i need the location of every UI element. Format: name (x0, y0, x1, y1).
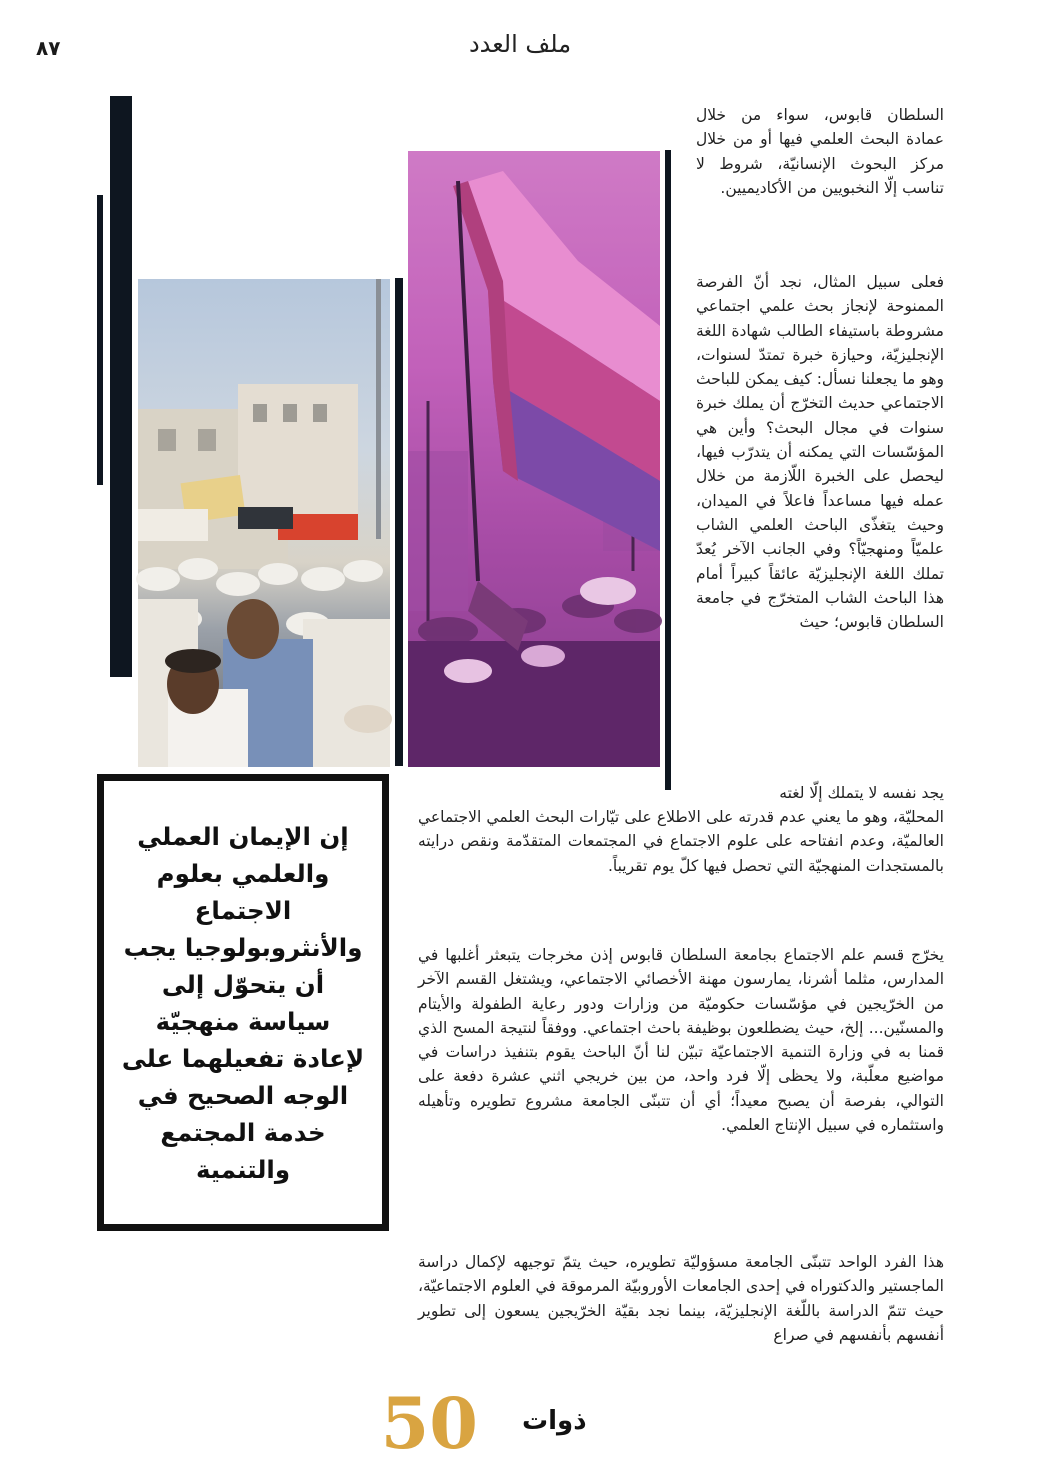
article-paragraph: هذا الفرد الواحد تتبنّى الجامعة مسؤوليّة تطويره، حيث يتمّ توجيهه لإكمال دراسة الماجستير والدكتوراه في إحدى الجامعات الأوروبيّة المرموقة في العلوم الاجتماعيّة، حيث تتمّ الدراسة باللّغة الإنجليزيّة، بينما نجد بقيّة الخرّيجين يسعون إلى تطوير أنفسهم بأنفسهم في صراع (418, 1253, 944, 1344)
pull-quote-text: إن الإيمان العملي والعلمي بعلوم الاجتماع والأنثروبولوجيا يجب أن يتحوّل إلى سياسة منهجيّة لإعادة تفعيلهما على الوجه الصحيح في خدمة المجتمع والتنمية (121, 821, 365, 1184)
decorative-bar (395, 278, 403, 766)
decorative-bar (665, 150, 671, 790)
section-title: ملف العدد (468, 30, 572, 58)
article-paragraph: فعلى سبيل المثال، نجد أنّ الفرصة الممنوحة لإنجاز بحث علمي اجتماعي مشروطة باستيفاء الطالب شهادة اللغة الإنجليزيّة، وحيازة خبرة تمتدّ لسنوات، وهو ما يجعلنا نسأل: كيف يمكن للباحث الاجتماعي حديث التخرّج أن يملك خبرة سنوات في مجال البحث؟ وأين هي المؤسّسات التي يمكنه أن يتدرّب فيها، ليحصل على الخبرة اللّازمة من خلال عمله فيها مساعداً فاعلاً في الميدان، وحيث يتغذّى الباحث العلمي الشاب علميّاً ومنهجيّاً؟ وفي الجانب الآخر يُعدّ تملك اللغة الإنجليزيّة عائقاً كبيراً أمام هذا الباحث الشاب المتخرّج في جامعة السلطان قابوس؛ حيث (696, 273, 944, 632)
article-paragraph: يخرّج قسم علم الاجتماع بجامعة السلطان قابوس إذن مخرجات يتبعثر أغلبها في المدارس، مثلما أشرنا، يمارسون مهنة الأخصائي الاجتماعي، ويشتغل القسم الآخر من الخرّيجين في مؤسّسات حكوميّة من وزارات ودور رعاية الطفولة والأيتام والمسنّين... إلخ، حيث يضطلعون بوظيفة باحث اجتماعي. ووفقاً لنتيجة المسح الذي قمنا به في وزارة التنمية الاجتماعيّة تبيّن لنا أنّ الباحث يقوم بتنفيذ دراسات في مواضيع معلّبة، ولا يحظى إلّا فرد واحد، من بين خريجي اثني عشرة دفعة على التوالي، بفرصة أن يصبح معيداً؛ أي أن تتبنّى الجامعة مشروع تطويره وتأهيله واستثماره في سبيل الإنتاج العلمي. (418, 946, 944, 1135)
pull-quote-box (97, 774, 389, 1231)
article-paragraph: السلطان قابوس، سواء من خلال عمادة البحث العلمي فيها أو من خلال مركز البحوث الإنسانيّة، شروط لا تناسب إلّا النخبويين من الأكاديميين. (696, 106, 944, 197)
article-paragraph: المحليّة، وهو ما يعني عدم قدرته على الاطلاع على تيّارات البحث العلمي الاجتماعي العالميّة، وعدم انفتاحه على علوم الاجتماع في المجتمعات المتقدّمة ونقص درايته بالمستجدات المنهجيّة التي تحصل فيها كلّ يوم تقريباً. (418, 808, 944, 875)
decorative-bar (110, 96, 132, 677)
article-paragraph: يجد نفسه لا يتملك إلّا لغته (779, 784, 944, 802)
protest-street-illustration (138, 279, 390, 767)
flag-illustration (408, 151, 660, 767)
logo-number: 50 (380, 1382, 478, 1465)
page-number: ٨٧ (36, 36, 61, 60)
logo-text: ذوات (522, 1406, 587, 1436)
omani-flag-photo (408, 151, 660, 767)
protest-street-photo (138, 279, 390, 767)
decorative-bar (97, 195, 103, 485)
